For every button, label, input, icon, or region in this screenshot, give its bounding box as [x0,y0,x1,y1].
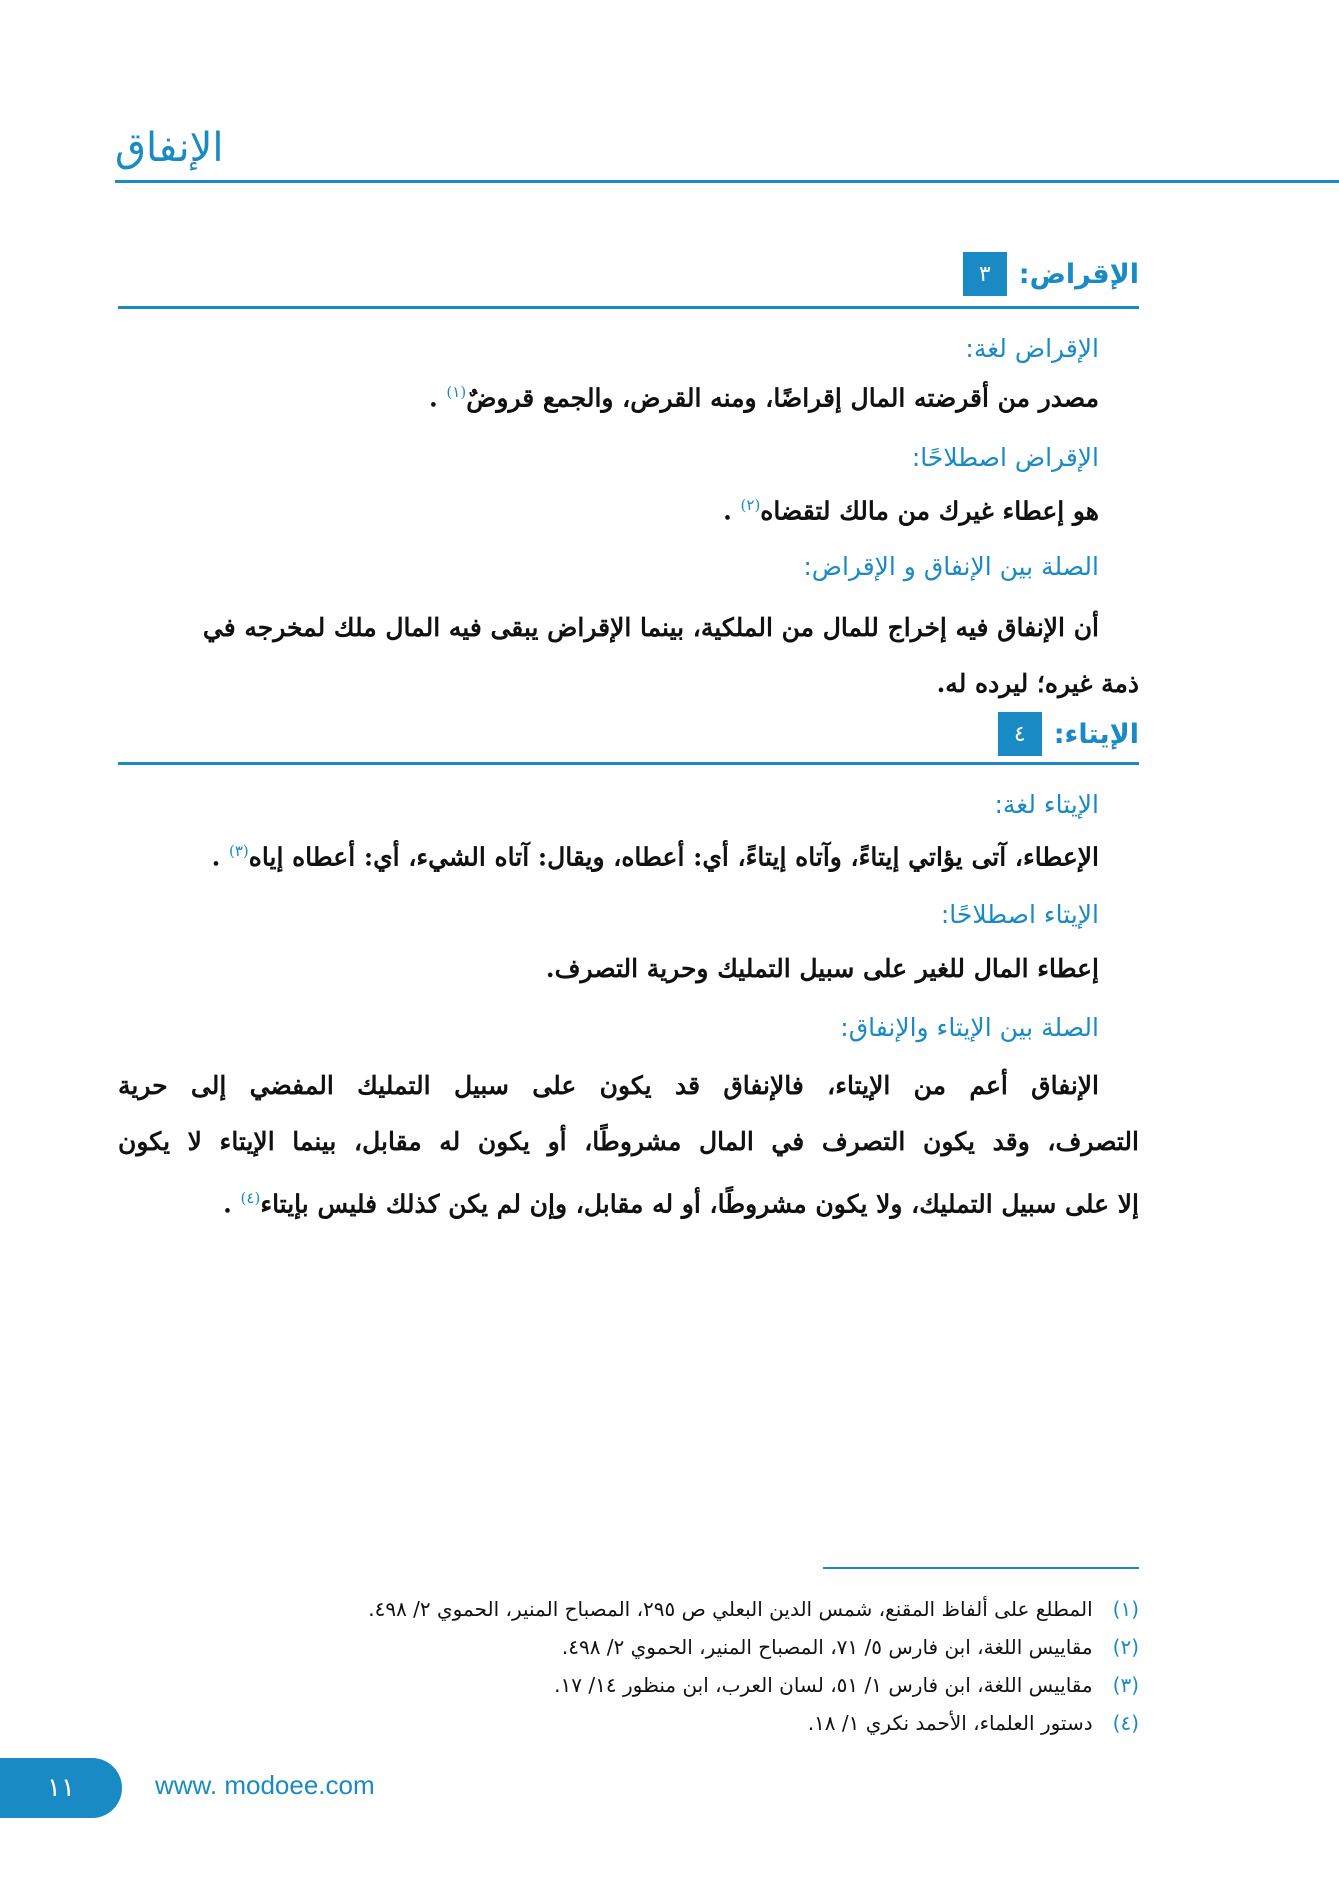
section-heading-iqrad [963,252,1139,296]
section-divider [118,762,1139,765]
paragraph-relation [118,1058,1139,1232]
footnote-number: (٣) [1112,1673,1139,1697]
website-link[interactable]: www. modoee.com [155,1770,375,1800]
section-divider [118,306,1139,309]
subheading-term: الإقراض اصطلاحًا: [911,443,1099,472]
subheading-relation: الصلة بين الإنفاق و الإقراض: [803,552,1099,581]
section-title: الإقراض: [1018,258,1139,290]
subheading-relation: الصلة بين الإيتاء والإنفاق: [840,1013,1099,1042]
paragraph-line: التصرف، وقد يكون التصرف في المال مشروطًا، أو يكون له مقابل، بينما الإيتاء لا يكون [118,1127,1139,1156]
page-number-tab: ١١ [0,1758,122,1818]
footnote-item [368,1704,1139,1742]
footnote-number: (٢) [1112,1635,1139,1659]
header-divider [115,180,1339,183]
footnote-text: المطلع على ألفاظ المقنع، شمس الدين البعلي ص ٢٩٥، المصباح المنير، الحموي ٢/ ٤٩٨. [368,1597,1093,1621]
paragraph-relation [118,600,1139,712]
paragraph-term: إعطاء المال للغير على سبيل التمليك وحرية التصرف. [545,954,1099,983]
section-title: الإيتاء: [1053,718,1139,750]
paragraph-line: أن الإنفاق فيه إخراج للمال من الملكية، بينما الإقراض يبقى فيه المال ملك لمخرجه في [202,613,1099,642]
paragraph-lang: مصدر من أقرضته المال إقراضًا، ومنه القرض، والجمع قروضٌ$^{(١)}$ . [428,383,1099,413]
paragraph-lang: الإعطاء، آتى يؤاتي إيتاءً، وآتاه إيتاءً، أي: أعطاه، ويقال: آتاه الشيء، أي: أعطاه إياه$^{(٣)}$ . [211,842,1099,872]
footnote-ref: (٣) [228,842,249,860]
footnote-number: (١) [1112,1597,1139,1621]
footnotes-list [368,1590,1139,1742]
paragraph-text: إلا على سبيل التمليك، ولا يكون مشروطًا، أو له مقابل، وإن لم يكن كذلك فليس بإيتاء [260,1189,1139,1219]
subheading-term: الإيتاء اصطلاحًا: [940,900,1099,929]
footnote-item [368,1628,1139,1666]
footnote-text: مقاييس اللغة، ابن فارس ١/ ٥١، لسان العرب، ابن منظور ١٤/ ١٧. [554,1673,1093,1697]
footnote-text: مقاييس اللغة، ابن فارس ٥/ ٧١، المصباح المنير، الحموي ٢/ ٤٩٨. [561,1635,1093,1659]
subheading-lang: الإقراض لغة: [965,334,1099,363]
footnote-ref: (٢) [740,496,761,514]
paragraph-term: هو إعطاء غيرك من مالك لتقضاه$^{(٢)}$ . [723,496,1099,526]
page-header-title: الإنفاق [115,125,224,171]
paragraph-text: مصدر من أقرضته المال إقراضًا، ومنه القرض، والجمع قروضٌ [466,383,1099,413]
footnote-ref: (٤) [240,1189,261,1207]
paragraph-line: إلا على سبيل التمليك، ولا يكون مشروطًا، أو له مقابل، وإن لم يكن كذلك فليس بإيتاء$^{(٤)}$ . [223,1189,1139,1219]
section-number-badge: ٤ [998,712,1042,756]
section-number-badge: ٣ [963,252,1007,296]
section-heading-itaa [998,712,1139,756]
footnote-divider [823,1567,1139,1569]
paragraph-line: ذمة غيره؛ ليرده له. [936,669,1139,698]
subheading-lang: الإيتاء لغة: [994,790,1099,819]
footnote-item [368,1666,1139,1704]
footnote-item [368,1590,1139,1628]
footnote-text: دستور العلماء، الأحمد نكري ١/ ١٨. [807,1711,1093,1735]
paragraph-text: هو إعطاء غيرك من مالك لتقضاه [760,496,1099,526]
paragraph-line: الإنفاق أعم من الإيتاء، فالإنفاق قد يكون على سبيل التمليك المفضي إلى حرية [118,1071,1099,1100]
footnote-number: (٤) [1112,1711,1139,1735]
footnote-ref: (١) [446,383,467,401]
paragraph-text: الإعطاء، آتى يؤاتي إيتاءً، وآتاه إيتاءً، أي: أعطاه، ويقال: آتاه الشيء، أي: أعطاه إياه [248,842,1099,872]
